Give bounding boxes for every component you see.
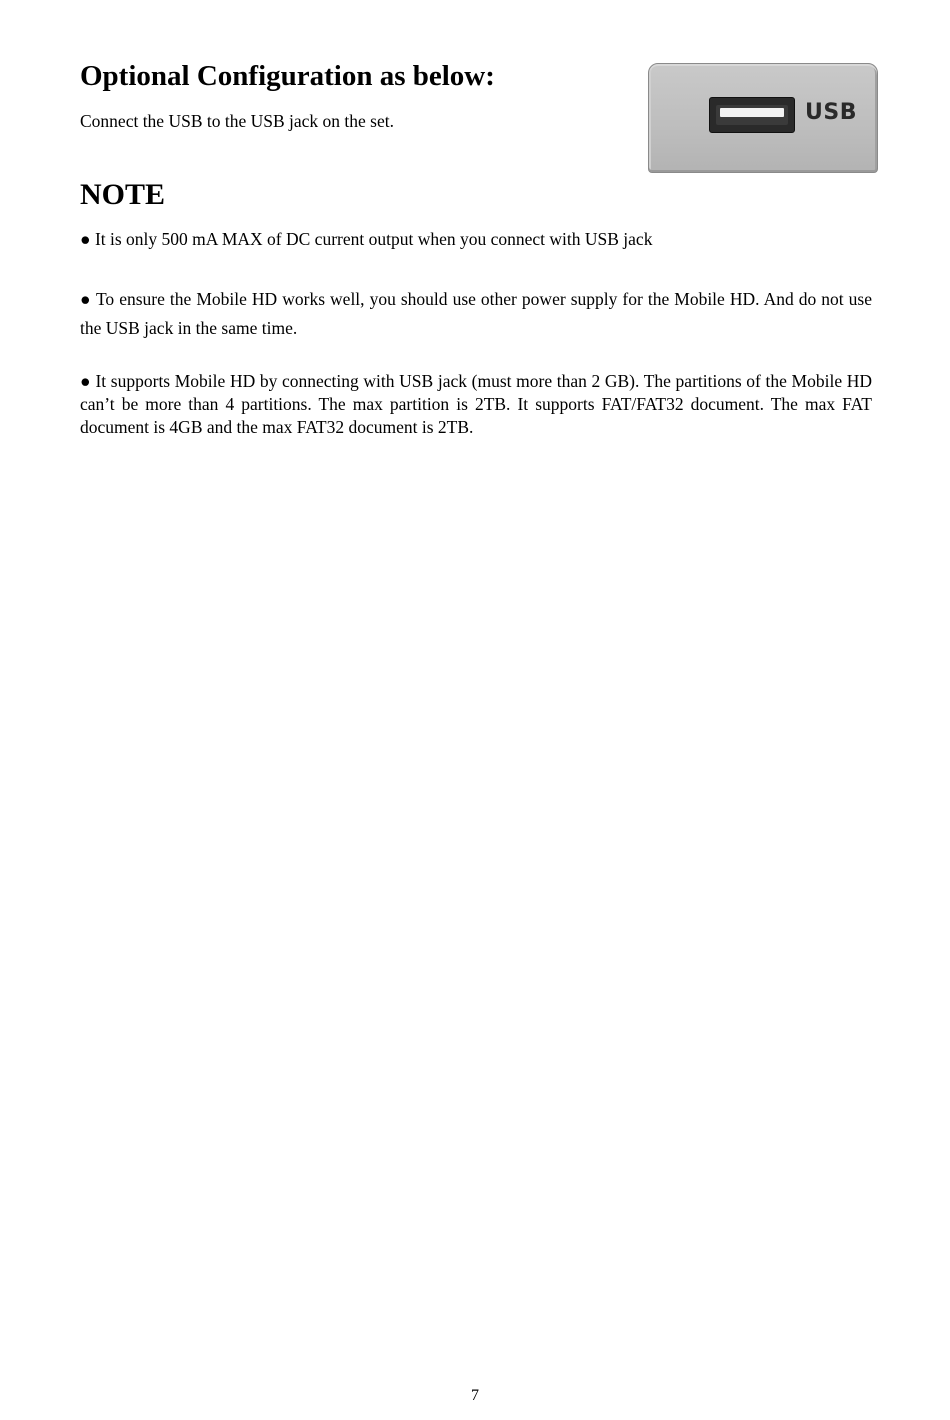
usb-port-icon (709, 97, 795, 133)
usb-port-image (648, 63, 878, 173)
note-heading: NOTE (80, 178, 166, 211)
usb-label: USB (805, 100, 857, 125)
page-number: 7 (471, 1387, 479, 1404)
intro-text: Connect the USB to the USB jack on the set. (80, 111, 394, 131)
note-bullet-3: ● It supports Mobile HD by connecting with USB jack (must more than 2 GB). The partitions of the Mobile HD can’t be more than 4 partitions. The max partition is 2TB. It supports FAT/FAT32 document. The max FAT document is 4GB and the max FAT32 document is 2TB. (80, 371, 872, 437)
page-title: Optional Configuration as below: (80, 60, 495, 92)
note-bullet-1: ● It is only 500 mA MAX of DC current output when you connect with USB jack (80, 229, 653, 249)
note-bullet-2: ● To ensure the Mobile HD works well, you should use other power supply for the Mobile HD. And do not use the USB jack in the same time. (80, 289, 872, 338)
